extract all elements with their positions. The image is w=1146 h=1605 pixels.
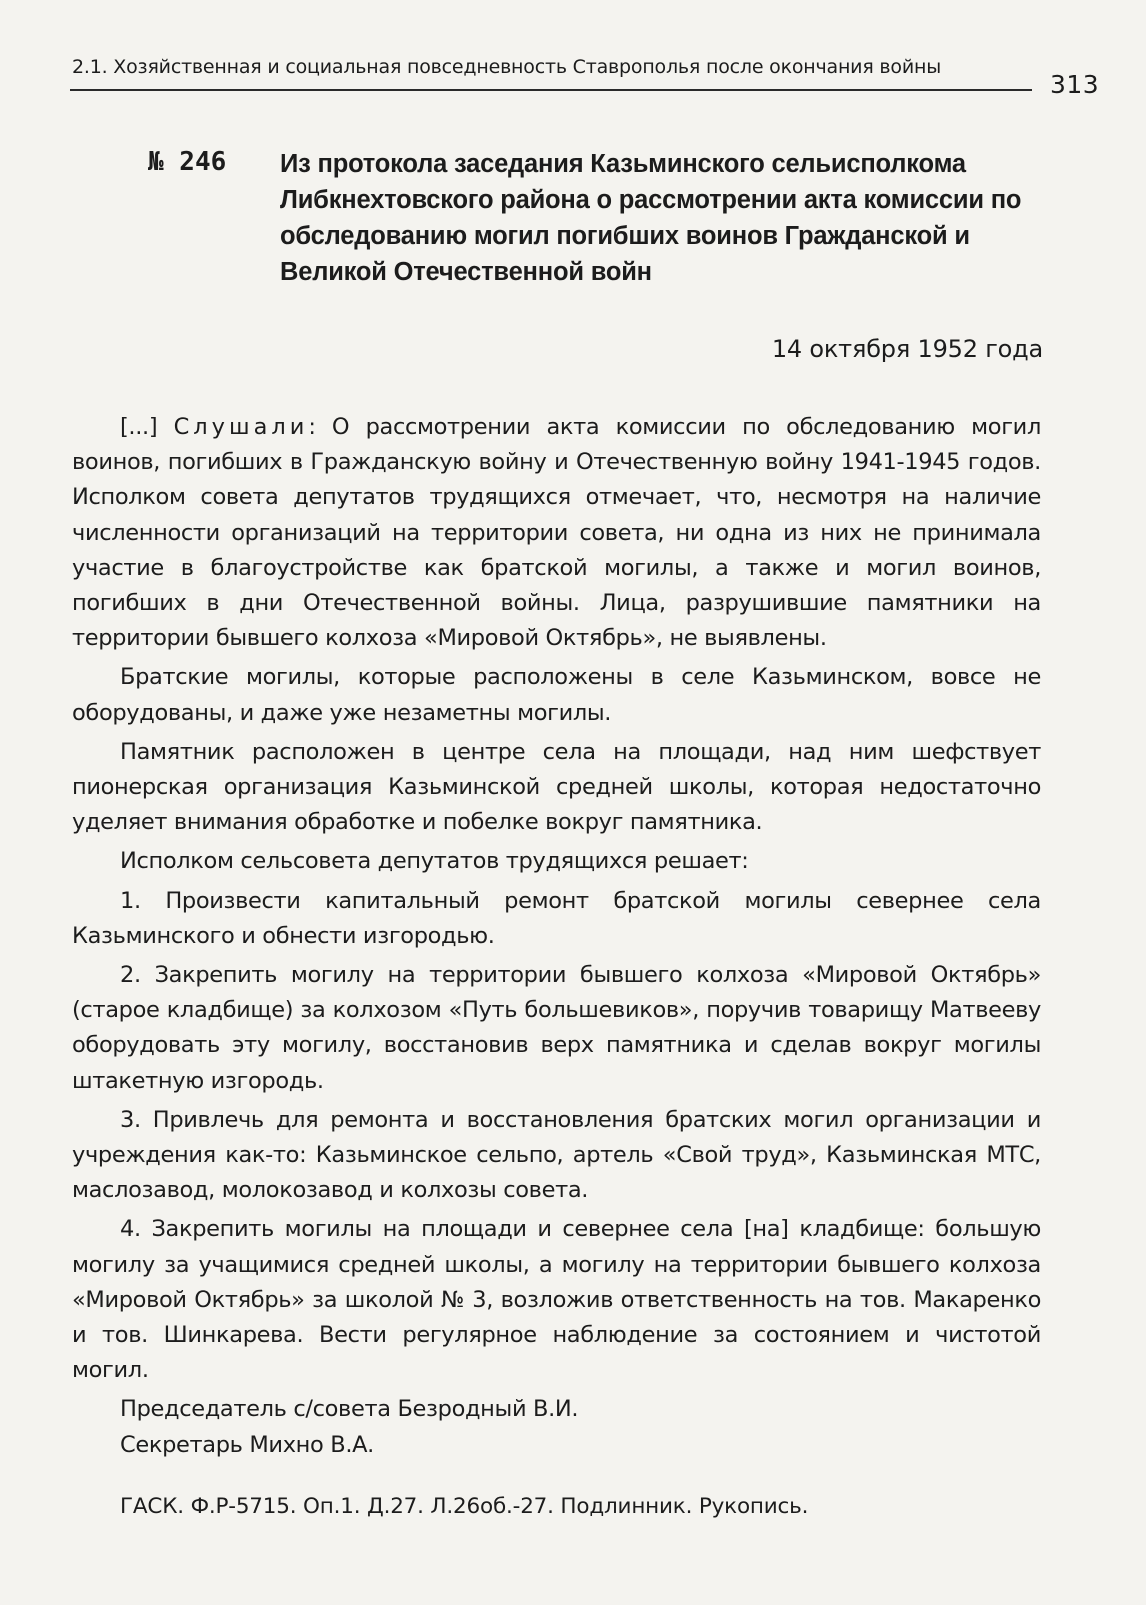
document-title: Из протокола заседания Казьминского сельисполкома Либкнехтовского района о рассмотрении акта комиссии по обследованию могил погибших воинов Гражданской и Великой Отечественной войн	[280, 150, 1022, 286]
decision-item-1: 1. Произвести капитальный ремонт братской могилы севернее села Казьминского и обнести изгородью.	[72, 887, 1041, 949]
header-rule	[70, 89, 1032, 91]
decision-item-2: 2. Закрепить могилу на территории бывшего колхоза «Мировой Октябрь» (старое кладбище) за колхозом «Путь большевиков», поручив товарищу Матвееву оборудовать эту могилу, восстановив верх памятника и сделав вокруг могилы штакетную изгородь.	[72, 962, 1041, 1094]
ellipsis-marker: [...]	[120, 414, 174, 440]
page-number: 313	[1050, 70, 1100, 99]
paragraph-decision-intro: Исполком сельсовета депутатов трудящихся решает:	[120, 848, 749, 875]
chairman-signature: Председатель с/совета Безродный В.И.	[120, 1396, 579, 1423]
signatures	[72, 1392, 1041, 1462]
secretary-signature: Секретарь Михно В.А.	[120, 1431, 374, 1458]
archive-reference: ГАСК. Ф.Р-5715. Оп.1. Д.27. Л.26об.-27. Подлинник. Рукопись.	[120, 1494, 809, 1519]
paragraph-text: : О рассмотрении акта комиссии по обследованию могил воинов, погибших в Гражданскую войну и Отечественную войну 1941-1945 годов. Исполком совета депутатов трудящихся отмечает, что, несмотря на наличие численности организаций на территории совета, ни одна из них не принимала участие в благоустройстве как братской могилы, а также и могил воинов, погибших в дни Отечественной войны. Лица, разрушившие памятники на территории бывшего колхоза «Мировой Октябрь», не выявлены.	[72, 414, 1041, 652]
document-body	[72, 410, 1041, 1463]
decision-item-4: 4. Закрепить могилы на площади и севернее села [на] кладбище: большую могилу за учащимися средней школы, а могилу на территории бывшего колхоза «Мировой Октябрь» за школой № 3, возложив ответственность на тов. Макаренко и тов. Шинкарева. Вести регулярное наблюдение за состоянием и чистотой могил.	[72, 1216, 1041, 1384]
paragraph: Братские могилы, которые расположены в селе Казьминском, вовсе не оборудованы, и даже уже незаметны могилы.	[72, 664, 1041, 726]
paragraph-heard	[72, 410, 1041, 656]
document-date: 14 октября 1952 года	[771, 335, 1043, 363]
paragraph: Памятник расположен в центре села на площади, над ним шефствует пионерская организация Казьминской средней школы, которая недостаточно уделяет внимания обработке и побелке вокруг памятника.	[72, 738, 1041, 836]
heard-label: Слушали	[173, 414, 309, 440]
running-head: 2.1. Хозяйственная и социальная повседневность Ставрополья после окончания войны	[72, 56, 941, 78]
decision-item-3: 3. Привлечь для ремонта и восстановления братских могил организации и учреждения как-то: Казьминское сельпо, артель «Свой труд», Казьминская МТС, маслозавод, молокозавод и колхозы совета.	[72, 1106, 1041, 1204]
document-number: № 246	[148, 147, 227, 177]
